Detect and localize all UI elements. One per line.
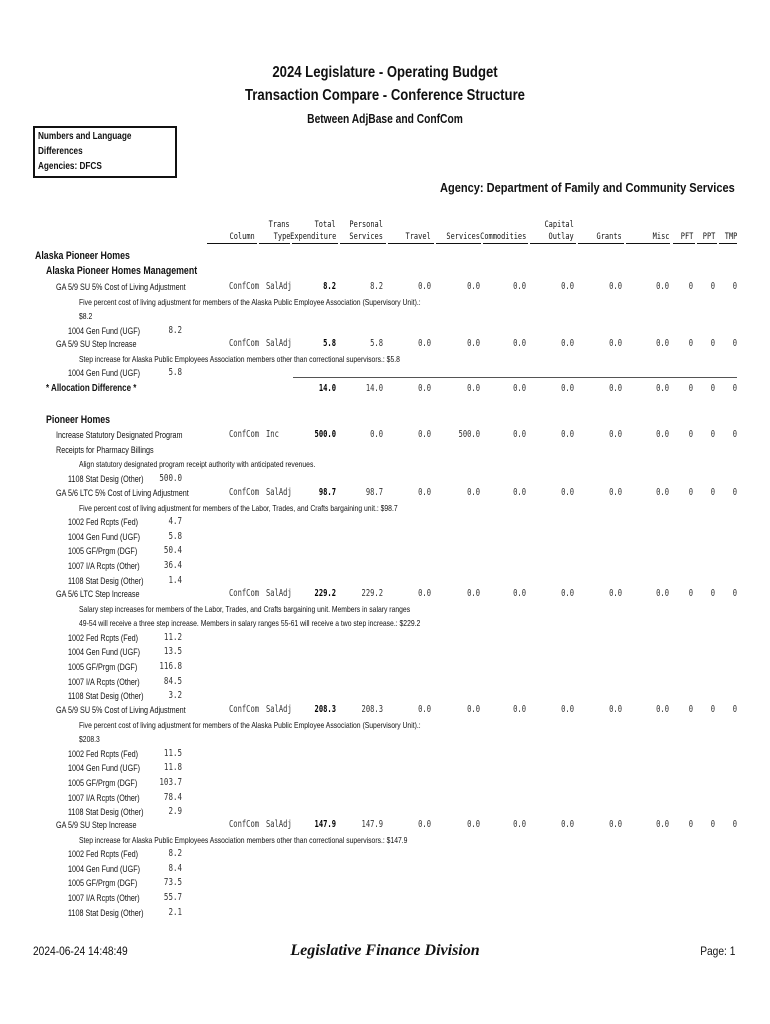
header-rule xyxy=(697,243,717,244)
allocation-total: 14.0 xyxy=(318,383,336,394)
line-item-value: 0.0 xyxy=(467,338,480,349)
line-item-value: 229.2 xyxy=(361,588,383,599)
total-expenditure: 5.8 xyxy=(323,338,336,349)
fund-source: 1004 Gen Fund (UGF) xyxy=(68,647,141,658)
header-rule xyxy=(483,243,528,244)
col-header-total: Total xyxy=(315,220,336,230)
line-item-value: 0.0 xyxy=(656,819,669,830)
fund-source: 1108 Stat Desig (Other) xyxy=(68,473,144,484)
line-item-value: 0.0 xyxy=(561,429,574,440)
total-expenditure: 8.2 xyxy=(323,281,336,292)
line-item-value: 147.9 xyxy=(361,819,383,830)
line-item-value: 0.0 xyxy=(561,338,574,349)
fund-amount: 5.8 xyxy=(168,530,182,542)
line-item-value: 0.0 xyxy=(418,429,431,440)
trans-type: SalAdj xyxy=(266,704,292,715)
info-line: Numbers and Language xyxy=(38,131,132,142)
header-rule xyxy=(530,243,576,244)
fund-source: 1005 GF/Prgm (DGF) xyxy=(68,778,138,788)
header-rule xyxy=(207,243,257,244)
line-item-value: 0.0 xyxy=(467,819,480,830)
line-item-value: 0 xyxy=(688,281,693,292)
fund-amount: 11.2 xyxy=(163,631,182,643)
line-item-value: 0.0 xyxy=(513,704,526,715)
total-expenditure: 229.2 xyxy=(314,588,336,599)
line-item-value: 0.0 xyxy=(467,281,480,292)
line-item-value: 0.0 xyxy=(609,819,622,830)
line-item-value: 0.0 xyxy=(656,487,669,498)
line-item-value: 0 xyxy=(710,819,715,830)
trans-type: SalAdj xyxy=(266,819,292,830)
header-rule xyxy=(340,243,386,244)
fund-amount: 73.5 xyxy=(163,877,182,889)
line-item-value: 0.0 xyxy=(609,487,622,498)
fund-amount: 5.8 xyxy=(168,367,182,379)
col-header-travel: Travel xyxy=(405,232,431,242)
trans-type: SalAdj xyxy=(266,338,292,349)
col-header-grants: Grants xyxy=(596,232,622,242)
fund-source: 1007 I/A Rcpts (Other) xyxy=(68,676,140,687)
transaction-label: Increase Statutory Designated Program xyxy=(56,430,183,440)
col-header-tmp: TMP xyxy=(724,232,737,242)
col-header-outlay: Outlay xyxy=(548,232,574,242)
fund-amount: 4.7 xyxy=(168,516,182,528)
fund-source: 1004 Gen Fund (UGF) xyxy=(68,763,141,774)
transaction-label: GA 5/9 SU Step Increase xyxy=(56,820,137,830)
transaction-description: Five percent cost of living adjustment for members of the Alaska Public Employee Association (Supervisory Unit).: xyxy=(79,296,421,307)
line-item-value: 0.0 xyxy=(656,704,669,715)
fund-source: 1108 Stat Desig (Other) xyxy=(68,691,144,702)
allocation-value: 0 xyxy=(732,383,737,394)
fund-amount: 55.7 xyxy=(163,892,182,903)
line-item-value: 0 xyxy=(732,588,737,599)
trans-type: SalAdj xyxy=(266,487,292,498)
line-item-value: 0 xyxy=(710,588,715,599)
col-header-capital: Capital xyxy=(544,220,574,230)
line-item-value: 0.0 xyxy=(418,487,431,498)
line-item-value: 0.0 xyxy=(609,704,622,715)
col-header-misc: Misc xyxy=(652,232,669,242)
header-rule xyxy=(673,243,695,244)
fund-source: 1002 Fed Rcpts (Fed) xyxy=(68,517,139,528)
line-item-value: 0.0 xyxy=(418,588,431,599)
line-item-value: 0.0 xyxy=(609,281,622,292)
column-code: ConfCom xyxy=(229,819,260,830)
fund-source: 1004 Gen Fund (UGF) xyxy=(68,325,141,336)
fund-amount: 78.4 xyxy=(163,791,182,803)
column-code: ConfCom xyxy=(229,338,260,349)
line-item-value: 0.0 xyxy=(656,338,669,349)
col-header-ppt: PPT xyxy=(702,232,715,242)
header-rule xyxy=(626,243,670,244)
allocation-value: 0.0 xyxy=(561,383,574,394)
fund-amount: 8.2 xyxy=(168,848,182,860)
fund-source: 1108 Stat Desig (Other) xyxy=(68,907,144,918)
header-rule xyxy=(292,243,338,244)
line-item-value: 0 xyxy=(732,487,737,498)
fund-amount: 50.4 xyxy=(163,545,182,557)
line-item-value: 0.0 xyxy=(418,819,431,830)
line-item-value: 0 xyxy=(688,338,693,349)
line-item-value: 0.0 xyxy=(656,588,669,599)
fund-source: 1005 GF/Prgm (DGF) xyxy=(68,878,138,889)
transaction-description: Salary step increases for members of the Labor, Trades, and Crafts bargaining unit. Members in salary ranges xyxy=(79,603,411,614)
fund-amount: 8.4 xyxy=(168,862,182,874)
col-header-commodities: Commodities xyxy=(479,232,526,242)
line-item-value: 0 xyxy=(710,429,715,440)
line-item-value: 0 xyxy=(710,704,715,715)
line-item-value: 0.0 xyxy=(656,281,669,292)
col-header-personal: Personal xyxy=(349,220,383,230)
header-rule xyxy=(259,243,290,244)
line-item-value: 0.0 xyxy=(609,588,622,599)
line-item-value: 500.0 xyxy=(458,429,480,440)
total-expenditure: 500.0 xyxy=(314,429,336,440)
line-item-value: 0 xyxy=(732,338,737,349)
fund-amount: 500.0 xyxy=(159,472,182,484)
trans-type: SalAdj xyxy=(266,588,292,599)
column-code: ConfCom xyxy=(229,588,260,599)
column-code: ConfCom xyxy=(229,429,260,440)
header-rule xyxy=(388,243,434,244)
report-timestamp: 2024-06-24 14:48:49 xyxy=(33,944,128,958)
fund-source: 1004 Gen Fund (UGF) xyxy=(68,863,141,874)
trans-type: Inc xyxy=(266,429,279,440)
transaction-label: GA 5/9 SU Step Increase xyxy=(56,339,137,349)
line-item-value: 0 xyxy=(688,819,693,830)
line-item-value: 0.0 xyxy=(467,588,480,599)
allocation-value: 0.0 xyxy=(656,383,669,394)
report-subtitle: Transaction Compare - Conference Structure xyxy=(245,87,525,104)
transaction-label: GA 5/6 LTC 5% Cost of Living Adjustment xyxy=(56,488,189,498)
fund-amount: 2.9 xyxy=(168,806,182,818)
line-item-value: 0.0 xyxy=(561,588,574,599)
allocation-value: 0 xyxy=(710,383,715,394)
fund-amount: 13.5 xyxy=(163,646,182,658)
col-header-services-ps: Services xyxy=(349,232,383,242)
column-code: ConfCom xyxy=(229,487,260,498)
section-title: Alaska Pioneer Homes Management xyxy=(46,265,198,277)
line-item-value: 0 xyxy=(710,338,715,349)
line-item-value: 0.0 xyxy=(513,429,526,440)
allocation-value: 0.0 xyxy=(467,383,480,394)
section-title: Pioneer Homes xyxy=(46,414,111,426)
line-item-value: 0 xyxy=(732,819,737,830)
allocation-value: 0 xyxy=(688,383,693,394)
line-item-value: 0.0 xyxy=(561,281,574,292)
line-item-value: 0.0 xyxy=(513,487,526,498)
line-item-value: 0.0 xyxy=(467,704,480,715)
page-number: Page: 1 xyxy=(699,944,735,958)
line-item-value: 0.0 xyxy=(418,281,431,292)
line-item-value: 0 xyxy=(688,704,693,715)
col-header-type: Type xyxy=(273,232,290,242)
transaction-description: 49-54 will receive a three step increase. Members in salary ranges 55-61 will receive a two step increase.: $229.2 xyxy=(79,618,421,629)
transaction-description: Five percent cost of living adjustment for members of the Alaska Public Employee Association (Supervisory Unit).: xyxy=(79,719,421,730)
report-title: 2024 Legislature - Operating Budget xyxy=(272,64,498,81)
line-item-value: 0.0 xyxy=(418,338,431,349)
header-rule xyxy=(436,243,481,244)
line-item-value: 0.0 xyxy=(609,338,622,349)
comparison-label: Between AdjBase and ConfCom xyxy=(307,112,463,126)
header-rule xyxy=(719,243,737,244)
transaction-description: $8.2 xyxy=(79,311,93,322)
line-item-value: 0.0 xyxy=(561,819,574,830)
fund-source: 1002 Fed Rcpts (Fed) xyxy=(68,748,139,759)
section-title: Alaska Pioneer Homes xyxy=(35,250,130,262)
fund-source: 1002 Fed Rcpts (Fed) xyxy=(68,632,139,643)
fund-amount: 84.5 xyxy=(163,675,182,687)
fund-source: 1007 I/A Rcpts (Other) xyxy=(68,792,140,803)
col-header-services: Services xyxy=(446,232,480,242)
line-item-value: 98.7 xyxy=(365,487,383,498)
line-item-value: 0 xyxy=(688,588,693,599)
line-item-value: 0.0 xyxy=(418,704,431,715)
fund-amount: 3.2 xyxy=(168,690,182,702)
line-item-value: 5.8 xyxy=(370,338,383,349)
line-item-value: 0.0 xyxy=(561,704,574,715)
fund-source: 1004 Gen Fund (UGF) xyxy=(68,368,141,379)
allocation-value: 0.0 xyxy=(609,383,622,394)
header-rule xyxy=(578,243,624,244)
total-expenditure: 147.9 xyxy=(314,819,336,830)
info-line: Agencies: DFCS xyxy=(38,161,102,172)
transaction-label-cont: Receipts for Pharmacy Billings xyxy=(56,444,154,455)
column-code: ConfCom xyxy=(229,281,260,292)
line-item-value: 0 xyxy=(688,429,693,440)
fund-source: 1108 Stat Desig (Other) xyxy=(68,807,144,818)
agency-name: Agency: Department of Family and Community Services xyxy=(440,180,735,195)
transaction-description: $208.3 xyxy=(79,734,100,745)
line-item-value: 0.0 xyxy=(609,429,622,440)
line-item-value: 0.0 xyxy=(513,281,526,292)
fund-amount: 11.5 xyxy=(163,747,182,759)
col-header-expenditure: Expenditure xyxy=(289,232,336,242)
fund-amount: 36.4 xyxy=(163,560,182,571)
allocation-value: 0.0 xyxy=(418,383,431,394)
line-item-value: 0.0 xyxy=(467,487,480,498)
col-header-column: Column xyxy=(229,232,255,242)
total-rule xyxy=(293,377,737,378)
allocation-value: 14.0 xyxy=(365,383,383,394)
line-item-value: 0.0 xyxy=(513,819,526,830)
fund-source: 1108 Stat Desig (Other) xyxy=(68,575,144,586)
fund-amount: 2.1 xyxy=(168,906,182,918)
fund-amount: 116.8 xyxy=(159,661,182,672)
fund-source: 1002 Fed Rcpts (Fed) xyxy=(68,849,139,860)
col-header-trans: Trans xyxy=(269,220,290,230)
line-item-value: 0.0 xyxy=(370,429,383,440)
total-expenditure: 208.3 xyxy=(314,704,336,715)
line-item-value: 0 xyxy=(710,281,715,292)
transaction-label: GA 5/6 LTC Step Increase xyxy=(56,589,140,599)
transaction-label: GA 5/9 SU 5% Cost of Living Adjustment xyxy=(56,282,186,292)
allocation-difference-label: * Allocation Difference * xyxy=(46,383,137,394)
line-item-value: 0.0 xyxy=(513,338,526,349)
line-item-value: 0 xyxy=(710,487,715,498)
line-item-value: 0.0 xyxy=(561,487,574,498)
info-line: Differences xyxy=(38,146,83,157)
line-item-value: 0 xyxy=(688,487,693,498)
division-name: Legislative Finance Division xyxy=(290,942,480,959)
col-header-pft: PFT xyxy=(680,232,693,242)
line-item-value: 208.3 xyxy=(361,704,383,715)
total-expenditure: 98.7 xyxy=(318,487,336,498)
line-item-value: 0 xyxy=(732,704,737,715)
fund-amount: 1.4 xyxy=(168,574,182,586)
line-item-value: 0.0 xyxy=(656,429,669,440)
transaction-description: Align statutory designated program receipt authority with anticipated revenues. xyxy=(79,459,316,470)
transaction-description: Step increase for Alaska Public Employees Association members other than correctional supervisors.: $147.9 xyxy=(79,834,408,845)
fund-source: 1005 GF/Prgm (DGF) xyxy=(68,662,138,672)
fund-amount: 11.8 xyxy=(163,762,182,774)
column-code: ConfCom xyxy=(229,704,260,715)
line-item-value: 0 xyxy=(732,281,737,292)
fund-source: 1007 I/A Rcpts (Other) xyxy=(68,561,140,571)
line-item-value: 8.2 xyxy=(370,281,383,292)
fund-source: 1004 Gen Fund (UGF) xyxy=(68,531,141,542)
line-item-value: 0 xyxy=(732,429,737,440)
allocation-value: 0.0 xyxy=(513,383,526,394)
transaction-label: GA 5/9 SU 5% Cost of Living Adjustment xyxy=(56,705,186,715)
fund-source: 1005 GF/Prgm (DGF) xyxy=(68,546,138,557)
transaction-description: Step increase for Alaska Public Employees Association members other than correctional supervisors.: $5.8 xyxy=(79,353,400,364)
fund-amount: 8.2 xyxy=(168,324,182,336)
fund-source: 1007 I/A Rcpts (Other) xyxy=(68,893,140,903)
trans-type: SalAdj xyxy=(266,281,292,292)
line-item-value: 0.0 xyxy=(513,588,526,599)
transaction-description: Five percent cost of living adjustment for members of the Labor, Trades, and Crafts bargaining unit.: $98.7 xyxy=(79,502,398,513)
fund-amount: 103.7 xyxy=(159,777,182,788)
filter-info-box xyxy=(33,126,177,178)
